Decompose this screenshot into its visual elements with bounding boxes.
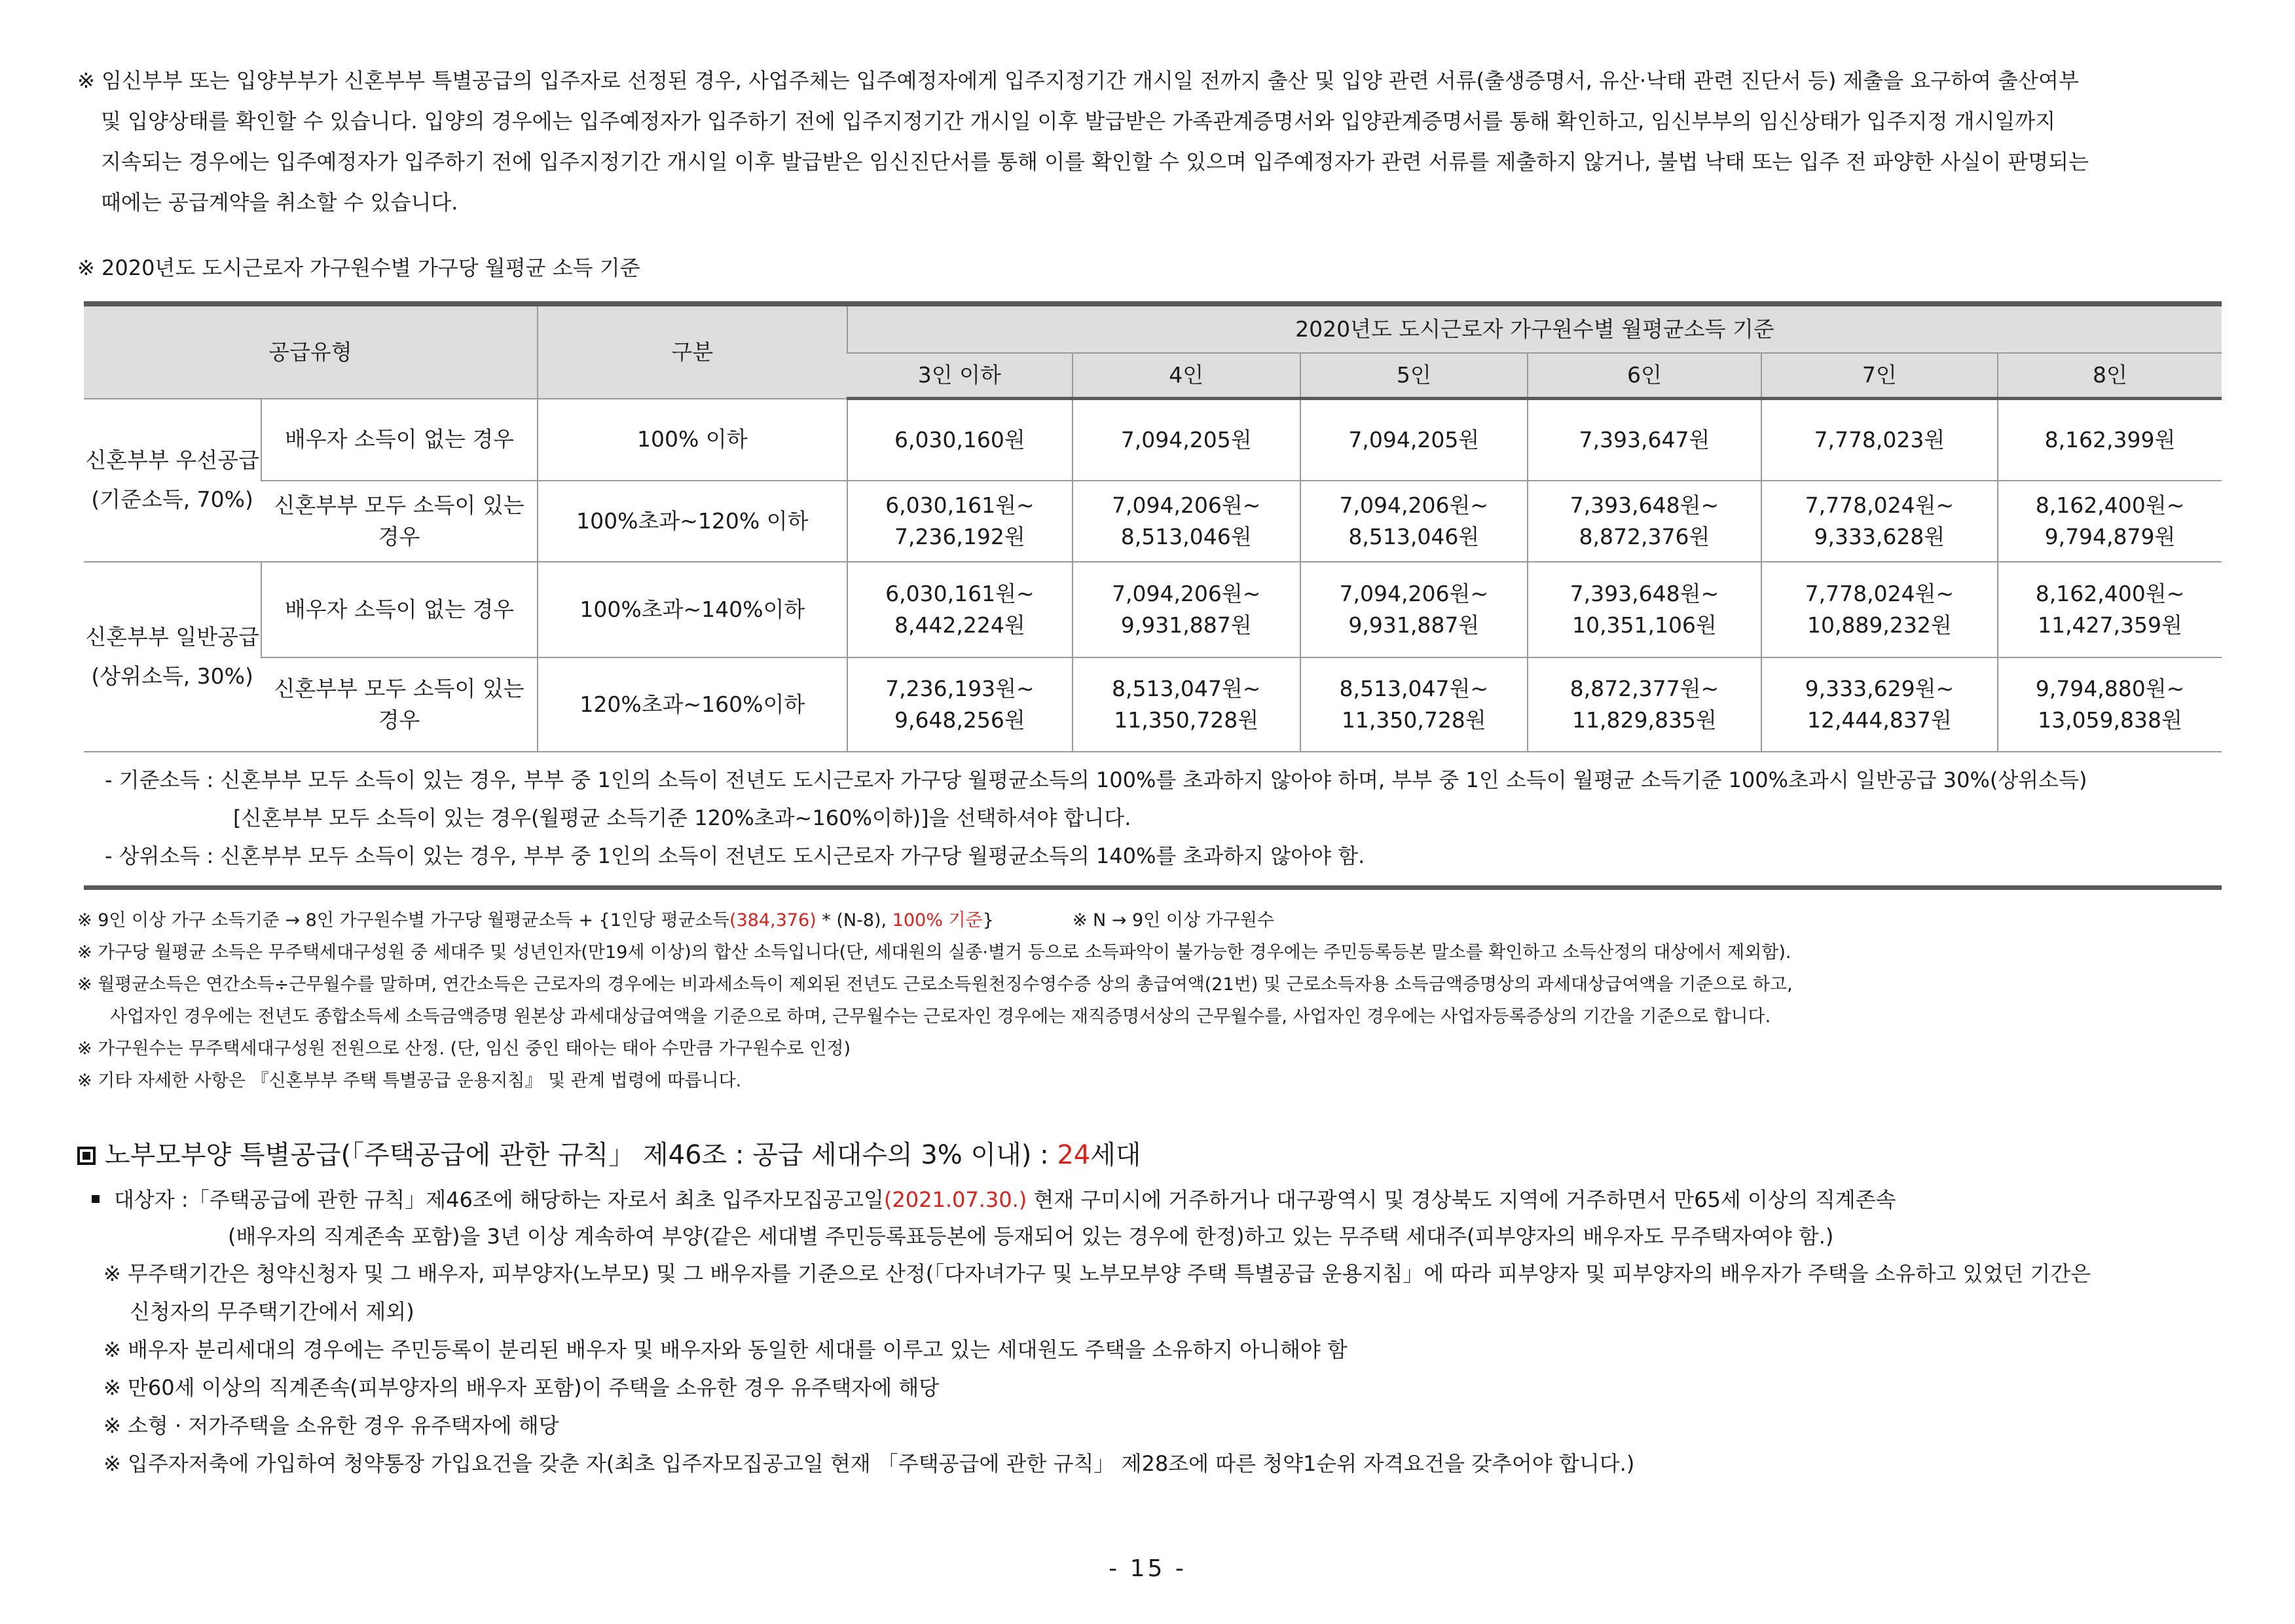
section-title xyxy=(77,1135,2225,1175)
footnote-line: 사업자인 경우에는 전년도 종합소득세 소득금액증명 원본상 과세대상급여액을 기준으로 하며, 근무월수는 근로자인 경우에는 재직증명서상의 근무월수를, 사업자인 경우에는 사업자등록증상의 기간을 기준으로 합니다. xyxy=(110,1006,1771,1027)
note-base-income: - 기준소득 : 신혼부부 모두 소득이 있는 경우, 부부 중 1인의 소득이 전년도 도시근로자 가구당 월평균소득의 100%를 초과하지 않아야 하며, 부부 중 1인 소득이 월평균 소득기준 100%초과시 일반공급 30%(상위소득) xyxy=(105,767,2087,792)
table-row xyxy=(84,562,2222,657)
income-cell xyxy=(1528,562,1761,657)
income-to: 7,236,192원 xyxy=(894,524,1025,549)
bullet-icon xyxy=(92,1195,100,1203)
footnote-line: ※ 월평균소득은 연간소득÷근무월수를 말하며, 연간소득은 근로자의 경우에는 비과세소득이 제외된 전년도 근로소득원천징수영수증 상의 총급여액(21번) 및 근로소득자용 소득금액증명상의 과세대상급여액을 기준으로 하고, xyxy=(77,974,1793,995)
income-cell xyxy=(1761,657,1998,752)
eligibility-line xyxy=(77,1181,2225,1218)
income-cell: 6,030,160원 xyxy=(847,399,1073,481)
income-cell xyxy=(1073,657,1300,752)
row-label: 신혼부부 모두 소득이 있는 경우 xyxy=(261,481,538,562)
footnote-line: ※ 기타 자세한 사항은 『신혼부부 주택 특별공급 운용지침』 및 관계 법령에 따릅니다. xyxy=(77,1071,742,1091)
household-count: 24 xyxy=(1057,1140,1091,1170)
footnote-line: ※ 가구원수는 무주택세대구성원 전원으로 산정. (단, 임신 중인 태아는 태아 수만큼 가구원수로 인정) xyxy=(77,1039,851,1059)
income-cell xyxy=(1300,562,1528,657)
income-to: 9,931,887원 xyxy=(1120,612,1252,638)
income-from: 9,794,880원~ xyxy=(2035,676,2185,701)
intro-line: 및 입양상태를 확인할 수 있습니다. 입양의 경우에는 입주예정자가 입주하기 전에 입주지정기간 개시일 이후 발급받은 가족관계증명서와 입양관계증명서를 통해 확인하고, 임신부부의 임신상태가 입주지정 개시일까지 xyxy=(101,109,2056,134)
income-to: 9,931,887원 xyxy=(1348,612,1480,638)
income-cell: 7,778,023원 xyxy=(1761,399,1998,481)
row-range: 100% 이하 xyxy=(538,399,847,481)
income-from: 8,162,400원~ xyxy=(2035,492,2185,518)
note-base-income-cont: [신혼부부 모두 소득이 있는 경우(월평균 소득기준 120%초과~160%이하)]을 선택하셔야 합니다. xyxy=(233,805,1131,830)
income-to: 11,350,728원 xyxy=(1114,707,1259,733)
row-range: 100%초과~120% 이하 xyxy=(538,481,847,562)
income-cell xyxy=(1300,657,1528,752)
header-income-group: 2020년도 도시근로자 가구원수별 월평균소득 기준 xyxy=(847,304,2222,353)
income-cell: 7,094,205원 xyxy=(1300,399,1528,481)
group-name xyxy=(84,399,261,563)
header-household-size: 4인 xyxy=(1073,353,1300,399)
income-cell xyxy=(1528,657,1761,752)
income-cell xyxy=(1300,481,1528,562)
income-cell xyxy=(847,481,1073,562)
income-cell: 7,393,647원 xyxy=(1528,399,1761,481)
group-name-line: 신혼부부 일반공급 xyxy=(85,624,259,650)
income-to: 13,059,838원 xyxy=(2038,707,2182,733)
income-from: 7,778,024원~ xyxy=(1805,492,1955,518)
income-footnotes xyxy=(77,904,2225,1097)
income-from: 7,094,206원~ xyxy=(1339,581,1489,606)
income-cell xyxy=(1998,562,2222,657)
income-from: 8,513,047원~ xyxy=(1111,676,1261,701)
eligibility xyxy=(77,1181,2225,1255)
eligibility-line: (배우자의 직계존속 포함)을 3년 이상 계속하여 부양(같은 세대별 주민등록표등본에 등재되어 있는 경우에 한정)하고 있는 무주택 세대주(피부양자의 배우자도 무주택자여야 함.) xyxy=(228,1224,1834,1249)
income-from: 7,393,648원~ xyxy=(1570,581,1719,606)
section-note: 신청자의 무주택기간에서 제외) xyxy=(130,1299,414,1324)
income-from: 7,094,206원~ xyxy=(1111,492,1261,518)
eligibility-text: 현재 구미시에 거주하거나 대구광역시 및 경상북도 지역에 거주하면서 만65세 이상의 직계존속 xyxy=(1027,1187,1896,1212)
header-supply-type: 공급유형 xyxy=(84,304,538,399)
group-name-line: (상위소득, 30%) xyxy=(91,663,253,689)
table-row xyxy=(84,399,2222,481)
row-label: 배우자 소득이 없는 경우 xyxy=(261,562,538,657)
footnote-n-definition: ※ N → 9인 이상 가구원수 xyxy=(1072,910,1274,931)
income-from: 7,094,206원~ xyxy=(1111,581,1261,606)
income-cell xyxy=(1073,562,1300,657)
income-to: 11,829,835원 xyxy=(1571,707,1717,733)
footnote-line xyxy=(77,904,2225,936)
header-household-size: 8인 xyxy=(1998,353,2222,399)
income-cell xyxy=(1761,562,1998,657)
page-number: - 15 - xyxy=(1109,1555,1186,1582)
income-to: 12,444,837원 xyxy=(1807,707,1952,733)
income-cell xyxy=(847,657,1073,752)
income-to: 10,889,232원 xyxy=(1807,612,1952,638)
income-from: 7,393,648원~ xyxy=(1570,492,1719,518)
income-from: 7,236,193원~ xyxy=(885,676,1035,701)
section-note: ※ 소형 · 저가주택을 소유한 경우 유주택자에 해당 xyxy=(103,1413,559,1438)
income-cell: 8,162,399원 xyxy=(1998,399,2222,481)
income-to: 8,513,046원 xyxy=(1348,524,1480,549)
group-name-line: (기준소득, 70%) xyxy=(91,487,253,513)
income-to: 11,427,359원 xyxy=(2038,612,2182,638)
income-cell xyxy=(1073,481,1300,562)
header-household-size: 7인 xyxy=(1761,353,1998,399)
section-note: ※ 만60세 이상의 직계존속(피부양자의 배우자 포함)이 주택을 소유한 경우 유주택자에 해당 xyxy=(103,1375,940,1400)
row-label: 배우자 소득이 없는 경우 xyxy=(261,399,538,481)
income-to: 9,794,879원 xyxy=(2044,524,2176,549)
income-from: 8,513,047원~ xyxy=(1339,676,1489,701)
row-range: 100%초과~140%이하 xyxy=(538,562,847,657)
household-unit: 세대 xyxy=(1090,1140,1141,1170)
row-label: 신혼부부 모두 소득이 있는 경우 xyxy=(261,657,538,752)
section-note: ※ 입주자저축에 가입하여 청약통장 가입요건을 갖춘 자(최초 입주자모집공고일 현재 「주택공급에 관한 규칙」 제28조에 따른 청약1순위 자격요건을 갖추어야 합니다.) xyxy=(103,1451,1635,1476)
income-from: 8,162,400원~ xyxy=(2035,581,2185,606)
section-title-text: 노부모부양 특별공급(「주택공급에 관한 규칙」 제46조 : 공급 세대수의 3% 이내) : xyxy=(105,1140,1057,1170)
income-cell xyxy=(1998,657,2222,752)
header-category: 구분 xyxy=(538,304,847,399)
announcement-date: (2021.07.30.) xyxy=(883,1187,1027,1212)
section-notes xyxy=(77,1255,2225,1483)
header-household-size: 3인 이하 xyxy=(847,353,1073,399)
income-to: 10,351,106원 xyxy=(1571,612,1717,638)
income-to: 9,648,256원 xyxy=(894,707,1025,733)
header-household-size: 6인 xyxy=(1528,353,1761,399)
intro-line: 지속되는 경우에는 입주예정자가 입주하기 전에 입주지정기간 개시일 이후 발급받은 임신진단서를 통해 이를 확인할 수 있으며 입주예정자가 관련 서류를 제출하지 않거나, 불법 낙태 또는 입주 전 파양한 사실이 판명되는 xyxy=(101,149,2089,174)
group-name xyxy=(84,562,261,752)
income-to: 9,333,628원 xyxy=(1814,524,1945,549)
income-to: 8,872,376원 xyxy=(1579,524,1710,549)
income-from: 7,778,024원~ xyxy=(1805,581,1955,606)
note-upper-income: - 상위소득 : 신혼부부 모두 소득이 있는 경우, 부부 중 1인의 소득이 전년도 도시근로자 가구당 월평균소득의 140%를 초과하지 않아야 함. xyxy=(105,843,1365,868)
avg-income-per-person: (384,376) xyxy=(729,910,817,931)
square-bullet-icon xyxy=(77,1147,96,1165)
table-row xyxy=(84,657,2222,752)
section-note: ※ 배우자 분리세대의 경우에는 주민등록이 분리된 배우자 및 배우자와 동일한 세대를 이루고 있는 세대원도 주택을 소유하지 아니해야 함 xyxy=(103,1337,1348,1362)
income-from: 8,872,377원~ xyxy=(1570,676,1719,701)
footnote-text: } xyxy=(982,910,994,931)
footnote-text: ※ 9인 이상 가구 소득기준 → 8인 가구원수별 가구당 월평균소득 + {1인당 평균소득 xyxy=(77,910,729,931)
group-name-line: 신혼부부 우선공급 xyxy=(85,447,259,473)
divider xyxy=(84,885,2222,890)
income-from: 7,094,206원~ xyxy=(1339,492,1489,518)
intro-line: ※ 임신부부 또는 입양부부가 신혼부부 특별공급의 입주자로 선정된 경우, 사업주체는 입주예정자에게 입주지정기간 개시일 전까지 출산 및 입양 관련 서류(출생증명서, 유산·낙태 관련 진단서 등) 제출을 요구하여 출산여부 xyxy=(77,68,2079,93)
income-cell xyxy=(847,562,1073,657)
table-caption: ※ 2020년도 도시근로자 가구원수별 가구당 월평균 소득 기준 xyxy=(77,255,640,280)
footnote-text: * (N-8), xyxy=(816,910,892,931)
income-cell xyxy=(1528,481,1761,562)
table-notes xyxy=(105,761,2220,875)
income-to: 8,513,046원 xyxy=(1120,524,1252,549)
row-range: 120%초과~160%이하 xyxy=(538,657,847,752)
income-cell xyxy=(1761,481,1998,562)
elderly-parent-special-supply xyxy=(77,1135,2225,1483)
income-cell xyxy=(1998,481,2222,562)
income-to: 11,350,728원 xyxy=(1341,707,1486,733)
table-row xyxy=(84,481,2222,562)
income-from: 9,333,629원~ xyxy=(1805,676,1955,701)
income-cell: 7,094,205원 xyxy=(1073,399,1300,481)
footnote-line: ※ 가구당 월평균 소득은 무주택세대구성원 중 세대주 및 성년인자(만19세 이상)의 합산 소득입니다(단, 세대원의 실종·별거 등으로 소득파악이 불가능한 경우에는 주민등록등본 말소를 확인하고 소득산정의 대상에서 제외함). xyxy=(77,942,1791,963)
income-standard-table xyxy=(84,301,2222,752)
intro-notice xyxy=(77,60,2218,223)
income-from: 6,030,161원~ xyxy=(885,581,1035,606)
intro-line: 때에는 공급계약을 취소할 수 있습니다. xyxy=(101,190,458,215)
income-to: 8,442,224원 xyxy=(894,612,1025,638)
income-from: 6,030,161원~ xyxy=(885,492,1035,518)
standard-percent: 100% 기준 xyxy=(892,910,983,931)
section-note: ※ 무주택기간은 청약신청자 및 그 배우자, 피부양자(노부모) 및 그 배우자를 기준으로 산정(「다자녀가구 및 노부모부양 주택 특별공급 운용지침」에 따라 피부양자 및 피부양자의 배우자가 주택을 소유하고 있었던 기간은 xyxy=(103,1261,2091,1286)
header-household-size: 5인 xyxy=(1300,353,1528,399)
eligibility-text: 대상자 :「주택공급에 관한 규칙」제46조에 해당하는 자로서 최초 입주자모집공고일 xyxy=(114,1187,884,1212)
